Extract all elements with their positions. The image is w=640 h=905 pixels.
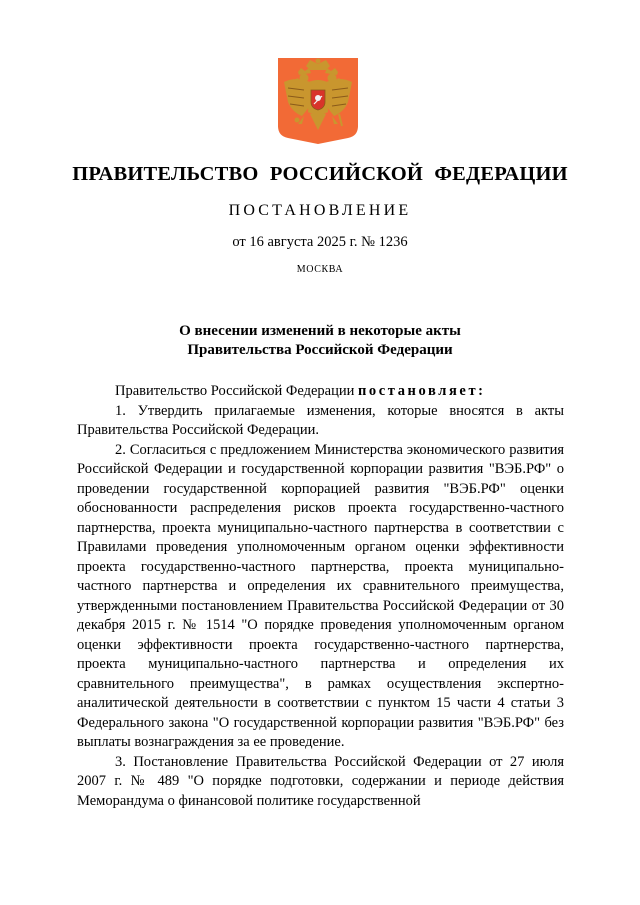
document-body bbox=[77, 382, 564, 811]
document-type: ПОСТАНОВЛЕНИЕ bbox=[228, 202, 412, 219]
decree-keyword: постановляет: bbox=[357, 383, 486, 399]
item-3: 3. Постановление Правительства Российской Федерации от 27 июля 2007 г. № 489 "О порядке подготовки, содержании и периоде действия Меморандума о финансовой политике государственной bbox=[77, 753, 564, 809]
russian-coat-of-arms-icon bbox=[276, 56, 360, 144]
subject-line-2: Правительства Российской Федерации bbox=[187, 342, 453, 358]
coat-of-arms-emblem bbox=[276, 56, 360, 144]
decree-intro bbox=[77, 382, 564, 402]
document-subject bbox=[0, 322, 640, 360]
document-date-number: от 16 августа 2025 г. № 1236 bbox=[232, 234, 408, 250]
government-title: ПРАВИТЕЛЬСТВО РОССИЙСКОЙ ФЕДЕРАЦИИ bbox=[72, 163, 568, 185]
document-city: МОСКВА bbox=[296, 264, 344, 275]
item-1: 1. Утвердить прилагаемые изменения, которые вносятся в акты Правительства Российской Федерации. bbox=[77, 402, 564, 438]
subject-line-1: О внесении изменений в некоторые акты bbox=[179, 323, 461, 339]
intro-prefix: Правительство Российской Федерации bbox=[115, 383, 358, 399]
item-2: 2. Согласиться с предложением Министерства экономического развития Российской Федерации и государственной корпорации развития "ВЭБ.РФ" о проведении государственной корпорацией развития "ВЭБ.РФ" оценки обоснованности распределения рисков проекта государственно-частного партнерства, проекта муниципально-частного партнерства в соответствии с Правилами проведения уполномоченным органом оценки эффективности проекта государственно-частного партнерства, проекта муниципально-частного партнерства и определения их сравнительного преимущества, утвержденными постановлением Правительства Российской Федерации от 30 декабря 2015 г. № 1514 "О порядке проведения уполномоченным органом оценки эффективности проекта государственно-частного партнерства, проекта муниципально-частного партнерства и определения их сравнительного преимущества", в рамках осуществления экспертно-аналитической деятельности в соответствии с пунктом 15 части 4 статьи 3 Федерального закона "О государственной корпорации развития "ВЭБ.РФ" без выплаты вознаграждения за ее проведение. bbox=[77, 441, 564, 750]
